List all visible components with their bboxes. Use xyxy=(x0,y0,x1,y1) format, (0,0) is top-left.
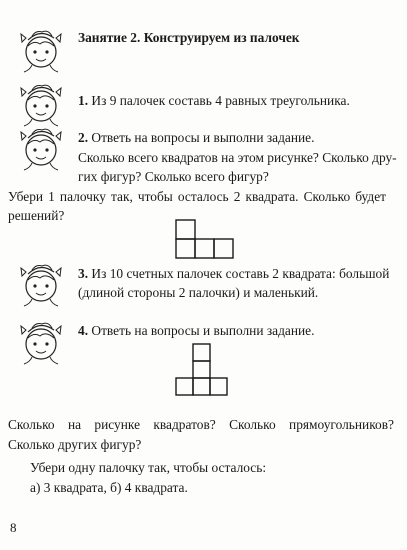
girl-icon xyxy=(18,124,64,172)
task-2-line-2: Сколько всего квадратов на этом рисунке? Сколько дру- xyxy=(78,150,397,165)
page-number: 8 xyxy=(10,520,17,535)
task-4-line-3: Сколько других фигур? xyxy=(8,437,142,452)
task-number: 4. xyxy=(78,323,89,338)
task-4-line-4: Убери одну палочку так, чтобы осталось: xyxy=(30,460,267,475)
task-text: Ответь на вопросы и выполни задание. xyxy=(91,323,315,338)
girl-icon xyxy=(18,260,64,308)
task-2-line-5: решений? xyxy=(8,208,65,223)
page-title: Занятие 2. Конструируем из палочек xyxy=(78,30,300,45)
task-text: Из 10 счетных палочек составь 2 квадрата: большой xyxy=(91,266,390,281)
girl-icon xyxy=(18,80,64,128)
task-number: 2. xyxy=(78,130,89,145)
task-text: Ответь на вопросы и выполни задание. xyxy=(91,130,315,145)
girl-icon xyxy=(18,318,64,366)
task-1 xyxy=(78,91,350,111)
task-3-line-2: (длиной стороны 2 палочки) и маленький. xyxy=(78,285,319,300)
task-number: 3. xyxy=(78,266,89,281)
task-4-line-1 xyxy=(78,321,314,341)
task-text: Из 9 палочек составь 4 равных треугольника. xyxy=(91,93,350,108)
squares-figure-2 xyxy=(174,342,236,397)
task-number: 1. xyxy=(78,93,89,108)
task-4-line-2: Сколько на рисунке квадратов? Сколько прямоугольников? xyxy=(8,417,394,432)
task-2-line-3: гих фигур? Сколько всего фигур? xyxy=(78,169,269,184)
task-2-line-4: Убери 1 палочку так, чтобы осталось 2 квадрата. Сколько будет xyxy=(8,189,386,204)
girl-icon xyxy=(18,26,64,74)
task-4-line-5: а) 3 квадрата, б) 4 квадрата. xyxy=(30,480,188,495)
task-2-line-1 xyxy=(78,128,314,148)
task-3-line-1 xyxy=(78,264,390,284)
squares-figure-1 xyxy=(174,218,238,260)
